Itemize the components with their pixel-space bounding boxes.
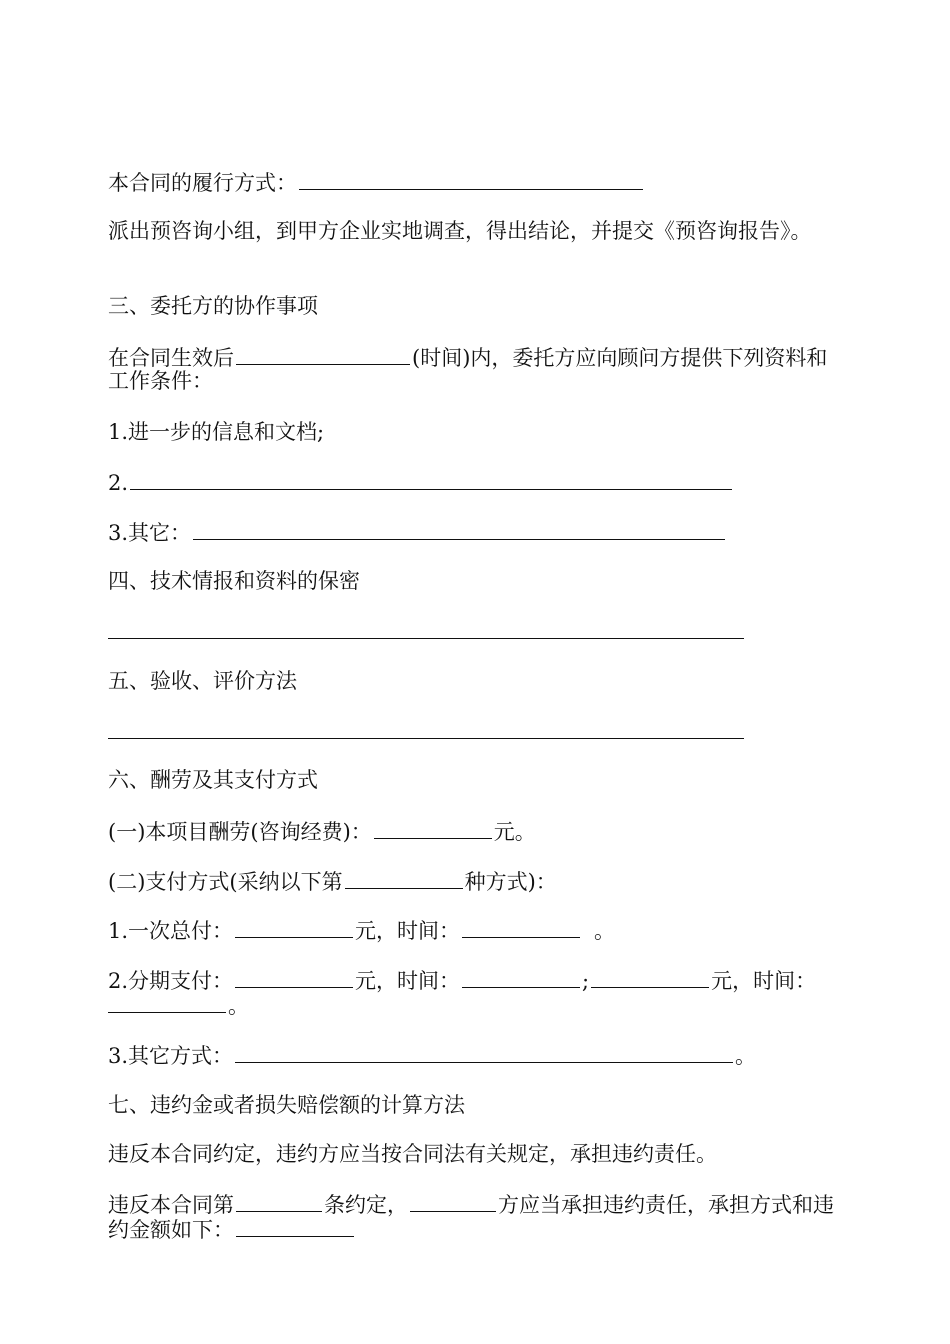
breach-liability-text: 方应当承担违约责任，承担方式和违约金额如下： [108, 1193, 834, 1242]
other-payment-end: 。 [735, 1044, 757, 1068]
item-3-blank[interactable] [193, 520, 725, 540]
installment-amount-2-blank[interactable] [591, 968, 709, 988]
other-payment-blank[interactable] [235, 1043, 733, 1063]
performance-label: 本合同的履行方式： [108, 171, 297, 195]
acceptance-blank[interactable] [108, 738, 744, 739]
other-payment-prefix: 3.其它方式： [108, 1044, 234, 1068]
item-3-prefix: 3.其它： [108, 521, 192, 545]
payment-option-blank[interactable] [345, 869, 463, 889]
installment-end: 。 [228, 994, 249, 1018]
breach-clause-suffix: 条约定， [324, 1193, 408, 1217]
lump-sum-time-blank[interactable] [462, 918, 580, 938]
lump-sum-time-label: 元，时间： [355, 919, 461, 943]
section-3-intro-start: 在合同生效后 [108, 346, 234, 370]
section-3-intro [108, 345, 848, 393]
installment-prefix: 2.分期支付： [108, 969, 234, 993]
installment-time-1-blank[interactable] [462, 968, 580, 988]
cooperation-item-1: 1.进一步的信息和文档; [108, 420, 325, 444]
breach-general: 违反本合同约定，违约方应当按合同法有关规定，承担违约责任。 [108, 1142, 717, 1166]
breach-clause-blank[interactable] [236, 1192, 322, 1212]
section-3-title: 三、委托方的协作事项 [108, 294, 318, 318]
breach-amount-blank[interactable] [236, 1217, 354, 1237]
installment-time-2-blank[interactable] [108, 993, 226, 1013]
lump-sum-prefix: 1.一次总付： [108, 919, 234, 943]
fee-suffix: 元。 [493, 820, 536, 844]
installment-time-label-2: 元，时间： [711, 969, 817, 993]
breach-specific [108, 1192, 848, 1242]
section-7-title: 七、违约金或者损失赔偿额的计算方法 [108, 1093, 465, 1117]
cooperation-item-3 [108, 520, 848, 545]
section-6-title: 六、酬劳及其支付方式 [108, 768, 318, 792]
payment-method-suffix: 种方式)： [464, 870, 557, 894]
installment-line [108, 968, 848, 1018]
installment-time-label-1: 元，时间： [355, 969, 461, 993]
item-2-blank[interactable] [130, 470, 732, 490]
payment-method-prefix: (二)支付方式(采纳以下第 [108, 870, 343, 894]
section-4-title: 四、技术情报和资料的保密 [108, 569, 360, 593]
lump-sum-amount-blank[interactable] [235, 918, 353, 938]
fee-amount-blank[interactable] [374, 819, 492, 839]
installment-amount-1-blank[interactable] [235, 968, 353, 988]
installment-separator: ; [582, 969, 590, 993]
fee-prefix: (一)本项目酬劳(咨询经费)： [108, 820, 372, 844]
section-3-intro-end: (时间)内，委托方应向顾问方提供下列资料和工作条件： [108, 346, 828, 393]
performance-blank[interactable] [299, 170, 643, 190]
performance-method-line [108, 170, 848, 195]
effective-time-blank[interactable] [236, 345, 410, 365]
breach-party-blank[interactable] [410, 1192, 496, 1212]
fee-line [108, 819, 848, 844]
confidentiality-blank[interactable] [108, 638, 744, 639]
cooperation-item-2 [108, 470, 848, 495]
payment-method-line [108, 869, 848, 894]
section-5-title: 五、验收、评价方法 [108, 669, 297, 693]
lump-sum-line [108, 918, 848, 943]
breach-clause-prefix: 违反本合同第 [108, 1193, 234, 1217]
item-2-prefix: 2. [108, 471, 129, 495]
method-description: 派出预咨询小组，到甲方企业实地调查，得出结论，并提交《预咨询报告》。 [108, 219, 812, 243]
other-payment-line [108, 1043, 848, 1068]
lump-sum-end: 。 [594, 919, 616, 943]
